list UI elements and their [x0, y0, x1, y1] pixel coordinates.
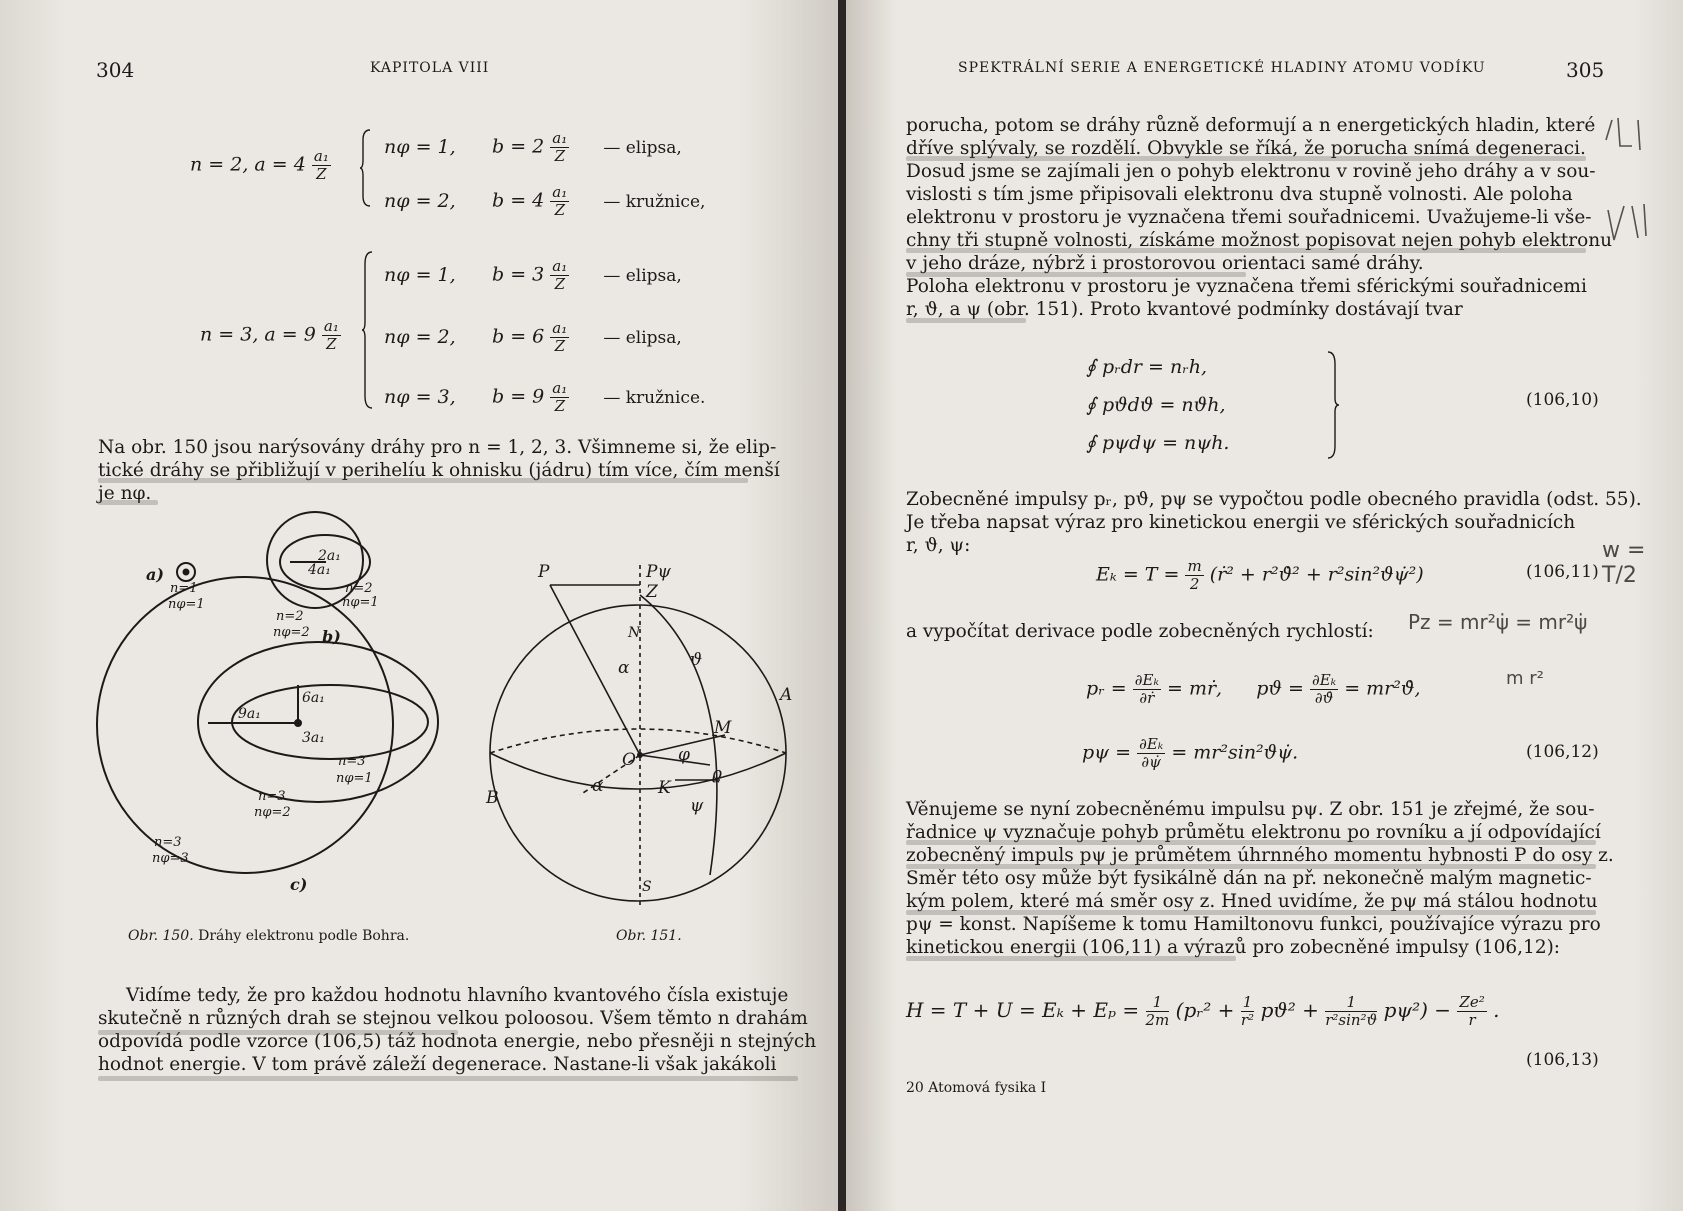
- caption-fig150-text: Dráhy elektronu podle Bohra.: [193, 928, 410, 944]
- caption-fig151: [616, 928, 682, 944]
- brace-106-10: [1326, 350, 1340, 460]
- pencil-mark-1: [1606, 118, 1640, 150]
- eq-106-11: [1096, 558, 1424, 593]
- eq-106-13-frac-2: [1241, 994, 1255, 1029]
- fig150c-nucleus: [295, 720, 301, 726]
- fig151-label-alpha: α: [618, 658, 630, 678]
- frac-den: Z: [554, 337, 565, 355]
- eqno-106-10: (106,10): [1526, 390, 1599, 410]
- fig150-label-b-2a: 2a₁: [318, 548, 341, 564]
- eq-n3-row3-b: b = 9: [492, 385, 545, 408]
- fig151-projection: [640, 755, 710, 765]
- right-page: [846, 0, 1683, 1211]
- fig151-label-A: A: [780, 685, 793, 705]
- text-line: skutečně n různých drah se stejnou velkou poloosou. Všem těmto n drahám: [98, 1008, 808, 1029]
- eqno-106-11: (106,11): [1526, 562, 1599, 582]
- eq-n3-row2-nphi: nφ = 2,: [384, 325, 456, 348]
- fig150-label-b-nphi2: nφ=2: [273, 625, 310, 640]
- eq-n2-frac: [312, 148, 331, 183]
- eq-n3-lhs-text: n = 3, a = 9: [200, 323, 316, 346]
- text-line: dříve splývaly, se rozdělí. Obvykle se říká, že porucha snímá degeneraci.: [906, 138, 1586, 159]
- fig151-label-alpha2: α: [592, 776, 604, 796]
- eq-n2-row1: [384, 130, 682, 165]
- frac-num: 1: [1325, 994, 1377, 1012]
- text-line: Je třeba napsat výraz pro kinetickou energii ve sférických souřadnicích: [906, 512, 1576, 533]
- text-line: chny tři stupně volnosti, získáme možnost popisovat nejen pohyb elektronu: [906, 230, 1613, 251]
- pencil-underline: [906, 910, 1596, 915]
- text-line: kinetickou energii (106,11) a výrazů pro zobecněné impulsy (106,12):: [906, 937, 1561, 958]
- running-head-right: SPEKTRÁLNÍ SERIE A ENERGETICKÉ HLADINY ATOMU VODÍKU: [958, 60, 1486, 76]
- eq-106-13-frac-4: [1457, 994, 1486, 1029]
- running-head-left: KAPITOLA VIII: [370, 60, 490, 76]
- eq-n3-row2: [384, 320, 682, 355]
- caption-fig151-text: Obr. 151.: [616, 928, 682, 944]
- text-line: r, ϑ, a ψ (obr. 151). Proto kvantové podmínky dostávají tvar: [906, 299, 1463, 320]
- fig151-label-M: M: [714, 718, 732, 738]
- text-line: Směr této osy může být fysikálně dán na př. nekonečně malým magnetic-: [906, 868, 1592, 889]
- right-paragraph-2: [906, 488, 1642, 557]
- eqno-106-12: (106,12): [1526, 742, 1599, 762]
- frac-num: a₁: [552, 257, 568, 275]
- figure-151: [480, 555, 810, 915]
- fig151-label-S: S: [642, 879, 652, 895]
- text-line: Věnujeme se nyní zobecněnému impulsu pψ. Z obr. 151 je zřejmé, že sou-: [906, 799, 1595, 820]
- eq-n3-row1-kind: — elipsa,: [603, 265, 682, 286]
- eq-106-13-end: .: [1493, 998, 1500, 1022]
- eq-n2-row2: [384, 184, 705, 219]
- eq-106-12-ppsi-lhs: pψ =: [1082, 741, 1132, 764]
- text-line: pψ = konst. Napíšeme k tomu Hamiltonovu funkci, používajíce výrazu pro: [906, 914, 1601, 935]
- text-line: řadnice ψ vyznačuje pohyb průmětu elektronu po rovníku a jí odpovídající: [906, 822, 1601, 843]
- eq-n2-row1-frac: [550, 130, 569, 165]
- eq-106-12-pr-lhs: pᵣ =: [1086, 677, 1127, 700]
- frac-num: a₁: [552, 129, 568, 147]
- text-line: Zobecněné impulsy pᵣ, pϑ, pψ se vypočtou podle obecného pravidla (odst. 55).: [906, 489, 1642, 510]
- eq-106-13-part-b: (pᵣ² +: [1175, 998, 1235, 1022]
- fig150-label-c-nphi3: nφ=3: [152, 851, 189, 866]
- text-line: r, ϑ, ψ:: [906, 535, 971, 556]
- eq-n2-row1-b: b = 2: [492, 135, 545, 158]
- eq-n2-row1-kind: — elipsa,: [603, 137, 682, 158]
- eq-n3-row2-frac: [550, 320, 569, 355]
- text-line: kým polem, které má směr osy z. Hned uvidíme, že pψ má stálou hodnotu: [906, 891, 1598, 912]
- pencil-underline: [906, 272, 1246, 277]
- eq-106-12-pr-rhs: = mṙ,: [1167, 677, 1223, 700]
- page-number-left: 304: [96, 58, 135, 82]
- eq-n3-row3: [384, 380, 705, 415]
- fig150-label-b-nphi1: nφ=1: [342, 595, 379, 610]
- fig150-label-b-n2b: n=2: [276, 609, 304, 624]
- frac-den: Z: [316, 165, 327, 183]
- frac-num: 1: [1146, 994, 1170, 1012]
- text-line: Dosud jsme se zajímali jen o pohyb elektronu v rovině jeho dráhy a v sou-: [906, 161, 1596, 182]
- frac-den: ∂ṙ: [1139, 689, 1155, 707]
- eq-n2-row2-frac: [550, 184, 569, 219]
- eq-106-11-rhs: (ṙ² + r²ϑ̇² + r²sin²ϑψ̇²): [1209, 563, 1424, 586]
- text-line: odpovídá podle vzorce (106,5) táž hodnota energie, nebo přesněji n stejných: [98, 1031, 817, 1052]
- eq-106-11-den: 2: [1189, 575, 1200, 593]
- brace-n2: [360, 128, 372, 208]
- text-line: elektronu v prostoru je vyznačena třemi souřadnicemi. Uvažujeme-li vše-: [906, 207, 1592, 228]
- eq-n3-row3-nphi: nφ = 3,: [384, 385, 456, 408]
- fig150-label-b: b): [322, 627, 341, 646]
- eq-106-12-ppsi-frac: [1137, 736, 1165, 771]
- frac-num: a₁: [323, 317, 339, 335]
- pencil-underline: [906, 864, 1596, 869]
- frac-den: ∂ψ̇: [1141, 753, 1161, 771]
- pencil-underline: [906, 956, 1236, 961]
- eq-n3-row1-b: b = 3: [492, 263, 545, 286]
- eq-n2-row1-nphi: nφ = 1,: [384, 135, 456, 158]
- fig151-label-N: N: [628, 625, 641, 641]
- brace-n3: [362, 250, 374, 410]
- eq-106-13: [906, 994, 1499, 1029]
- fig150-label-a: a): [146, 565, 164, 584]
- right-paragraph-1: [906, 114, 1613, 321]
- eq-106-12-ptheta-frac: [1310, 672, 1338, 707]
- frac-den: Z: [554, 275, 565, 293]
- fig150-label-c-n3a: n=3: [338, 754, 366, 769]
- frac-num: ∂Eₖ: [1311, 671, 1337, 689]
- pencil-underline: [98, 478, 748, 483]
- text-line: zobecněný impuls pψ je průmětem úhrnného momentu hybnosti P do osy z.: [906, 845, 1614, 866]
- fig150-label-c-n3c: n=3: [154, 835, 182, 850]
- eq-n3-row2-kind: — elipsa,: [603, 327, 682, 348]
- frac-den: ∂ϑ̇: [1314, 689, 1334, 707]
- eq-106-13-frac-3: [1325, 994, 1377, 1029]
- frac-den: r²: [1240, 1011, 1255, 1029]
- eq-106-10-line-2: ∮ pϑdϑ = nϑh,: [1086, 394, 1226, 416]
- pencil-mark-2: [1608, 204, 1646, 240]
- pencil-note-2: Pz = mr²ψ̇ = mr²ψ̇: [1408, 610, 1588, 634]
- text-line: tické dráhy se přibližují v perihelíu k ohnisku (jádru) tím více, čím menší: [98, 460, 780, 481]
- fig150-label-a-n: n=1: [170, 581, 198, 596]
- frac-den: Z: [554, 201, 565, 219]
- fig150-label-c-n3b: n=3: [258, 789, 286, 804]
- pencil-underline: [98, 1030, 458, 1035]
- text-line: v jeho dráze, nýbrž i prostorovou orientaci samé dráhy.: [906, 253, 1424, 274]
- fig150c-circle: [97, 577, 393, 873]
- eq-n3-row2-b: b = 6: [492, 325, 545, 348]
- fig150-label-b-4a: 4a₁: [308, 562, 331, 578]
- eq-n3-row3-frac: [550, 380, 569, 415]
- frac-num: Ze²: [1459, 993, 1485, 1011]
- frac-den: Z: [554, 397, 565, 415]
- text-line: a vypočítat derivace podle zobecněných rychlostí:: [906, 621, 1374, 642]
- pencil-margin-marks: [1598, 110, 1678, 270]
- fig150-label-c-nphi2: nφ=2: [254, 805, 291, 820]
- caption-fig150: [128, 928, 409, 944]
- pencil-note-3: m r²: [1506, 668, 1544, 689]
- eqno-106-13: (106,13): [1526, 1050, 1599, 1070]
- right-paragraph-4: [906, 798, 1614, 959]
- eq-n3-row1-frac: [550, 258, 569, 293]
- fig151-label-P: P: [538, 562, 550, 582]
- frac-num: a₁: [552, 319, 568, 337]
- eq-106-10: [1086, 348, 1229, 462]
- fig150a-nucleus: [184, 570, 189, 575]
- fig151-label-phi: φ: [678, 745, 690, 765]
- fig151-equator-front: [490, 753, 786, 789]
- eq-106-11-lhs: Eₖ = T =: [1096, 563, 1180, 586]
- fig150-label-b-n2: n=2: [345, 581, 373, 596]
- frac-num: a₁: [552, 379, 568, 397]
- text-line: Poloha elektronu v prostoru je vyznačena třemi sférickými souřadnicemi: [906, 276, 1587, 297]
- fig151-label-theta: ϑ: [690, 650, 703, 670]
- eq-106-12-ppsi-rhs: = mr²sin²ϑψ̇.: [1171, 741, 1299, 764]
- eq-n2-row2-kind: — kružnice,: [603, 191, 706, 212]
- pencil-note-1: w = T/2: [1602, 538, 1646, 588]
- fig151-label-K: K: [658, 778, 671, 798]
- text-line: porucha, potom se dráhy různě deformují a n energetických hladin, které: [906, 115, 1596, 136]
- text-line: vislosti s tím jsme připisovali elektronu dva stupně volnosti. Ale poloha: [906, 184, 1573, 205]
- pencil-underline: [906, 318, 1026, 323]
- eq-n3-lhs: [200, 318, 341, 353]
- left-paragraph-1: [98, 436, 788, 505]
- eq-n2-lhs-text: n = 2, a = 4: [190, 153, 306, 176]
- text-line: Na obr. 150 jsou narýsovány dráhy pro n = 1, 2, 3. Všimneme si, že elip-: [98, 437, 777, 458]
- fig151-label-rho: ϱ: [712, 764, 722, 784]
- fig151-label-Z: Z: [646, 582, 658, 602]
- fig150-label-c-9a: 9a₁: [238, 706, 261, 722]
- pencil-underline: [98, 500, 158, 505]
- eq-106-12-row1: [1086, 672, 1421, 707]
- eq-106-10-line-3: ∮ pψdψ = nψh.: [1086, 432, 1230, 454]
- eq-n2-row2-nphi: nφ = 2,: [384, 189, 456, 212]
- frac-den: Z: [554, 147, 565, 165]
- eq-106-13-part-c: pϑ² +: [1260, 998, 1319, 1022]
- fig151-label-Ppsi: Pψ: [646, 562, 671, 582]
- frac-den: 2m: [1145, 1011, 1170, 1029]
- eq-n3-row3-kind: — kružnice.: [603, 387, 706, 408]
- text-line: je nφ.: [98, 483, 152, 504]
- eq-n2-lhs: [190, 148, 331, 183]
- eq-106-13-part-a: H = T + U = Eₖ + Eₚ =: [906, 998, 1140, 1022]
- eq-n3-frac: [322, 318, 341, 353]
- eq-106-12-pr-frac: [1133, 672, 1161, 707]
- fig151-label-psi: ψ: [690, 796, 704, 816]
- frac-num: ∂Eₖ: [1134, 671, 1159, 689]
- pencil-underline: [98, 1076, 798, 1081]
- fig151-label-O: O: [622, 750, 636, 770]
- frac-den: r: [1468, 1011, 1476, 1029]
- fig150-label-c-nphi1: nφ=1: [336, 771, 373, 786]
- fig151-meridian: [640, 595, 717, 875]
- fig151-origin: [637, 752, 643, 758]
- fig151-label-B: B: [486, 788, 499, 808]
- fig150-label-c: c): [290, 875, 308, 894]
- figure-150: [90, 510, 510, 910]
- page-footer: 20 Atomová fysika I: [906, 1080, 1047, 1096]
- eq-106-11-frac: [1185, 558, 1203, 593]
- eq-106-12-ptheta-rhs: = mr²ϑ̇,: [1344, 677, 1421, 700]
- fig150-label-c-6a: 6a₁: [302, 690, 325, 706]
- text-line: hodnot energie. V tom právě záleží degenerace. Nastane-li však jakákoli: [98, 1054, 777, 1075]
- fig150-label-a-nphi: nφ=1: [168, 597, 205, 612]
- frac-num: a₁: [313, 147, 329, 165]
- pencil-underline: [906, 840, 1596, 845]
- fig150-label-c-3a: 3a₁: [302, 730, 325, 746]
- eq-n3-row1-nphi: nφ = 1,: [384, 263, 456, 286]
- eq-106-12-ptheta-lhs: pϑ =: [1256, 677, 1304, 700]
- eq-106-12-row2: [1082, 736, 1298, 771]
- eq-106-11-num: m: [1187, 557, 1202, 575]
- frac-den: Z: [326, 335, 337, 353]
- page-number-right: 305: [1566, 58, 1605, 82]
- frac-den: r²sin²ϑ: [1325, 1011, 1378, 1029]
- eq-n2-row2-b: b = 4: [492, 189, 545, 212]
- caption-fig150-num: Obr. 150.: [128, 928, 194, 944]
- text-line: Vidíme tedy, že pro každou hodnotu hlavního kvantového čísla existuje: [126, 985, 789, 1006]
- fig151-equator-back: [490, 729, 786, 753]
- pencil-underline: [906, 248, 1586, 253]
- pencil-underline: [906, 156, 1586, 161]
- frac-num: a₁: [552, 183, 568, 201]
- eq-n3-row1: [384, 258, 682, 293]
- eq-106-13-frac-1: [1146, 994, 1170, 1029]
- eq-106-10-line-1: ∮ pᵣdr = nᵣh,: [1086, 356, 1208, 378]
- left-page: [0, 0, 840, 1211]
- eq-106-13-part-d: pψ²) −: [1383, 998, 1452, 1022]
- frac-num: ∂Eₖ: [1139, 735, 1164, 753]
- frac-num: 1: [1242, 993, 1253, 1011]
